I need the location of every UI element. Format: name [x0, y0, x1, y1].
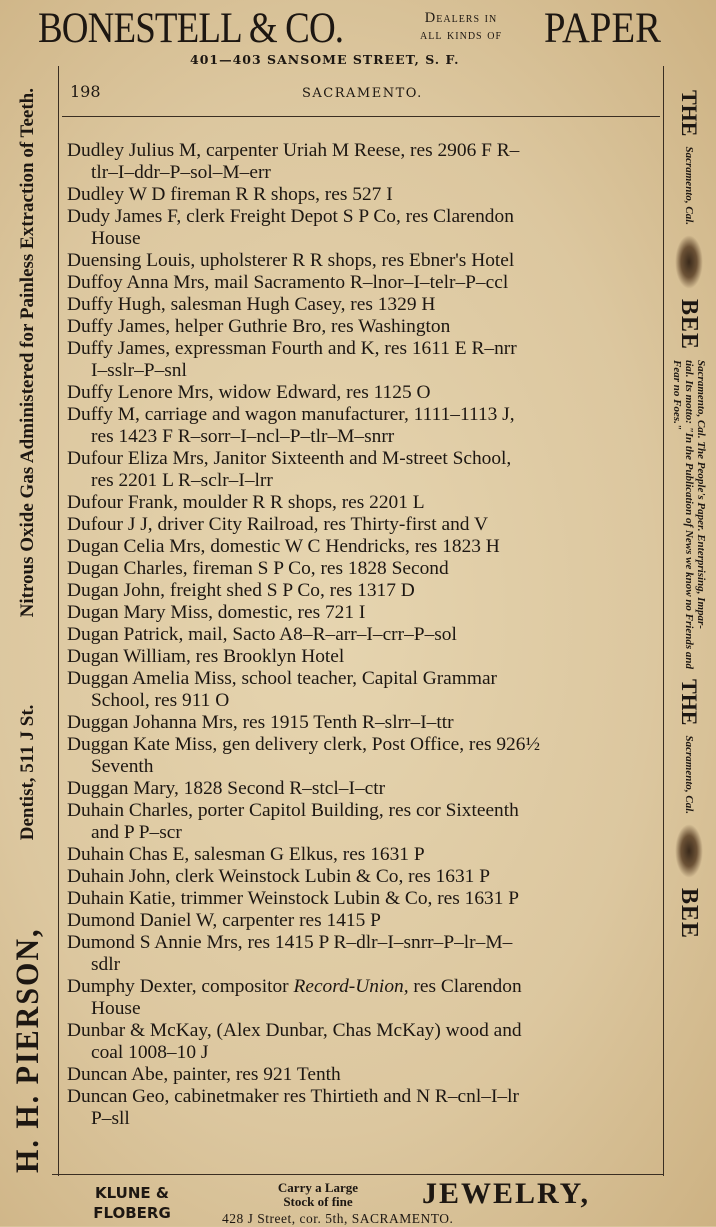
bee-ad-the-1: THE: [677, 90, 702, 137]
page-header: [70, 82, 660, 108]
bee-illustration-icon: [675, 824, 703, 878]
jeweler-firm: [52, 1183, 212, 1223]
left-margin-advertisement: [6, 88, 50, 1173]
jeweler-firm-line2: FLOBERG: [93, 1204, 171, 1222]
directory-entry: [60, 404, 662, 448]
bottom-advertisement: [52, 1174, 664, 1227]
entry-line-1: Dunbar & McKay, (Alex Dunbar, Chas McKay) wood and: [67, 1020, 522, 1041]
entry-line-2: P–sll: [91, 1108, 130, 1129]
entry-line-1: Dufour Frank, moulder R R shops, res 2201 L: [67, 492, 425, 513]
entry-line-2: House: [91, 228, 141, 249]
entry-line-2: tlr–I–ddr–P–sol–M–err: [91, 162, 271, 183]
directory-entry: [60, 382, 662, 404]
dentist-name: H. H. PIERSON,: [9, 927, 46, 1173]
jeweler-firm-line1: KLUNE &: [95, 1184, 169, 1202]
directory-entry: [60, 250, 662, 272]
directory-entry: [60, 580, 662, 602]
bee-ad-the-2: THE: [677, 679, 702, 726]
directory-entry: [60, 844, 662, 866]
entry-line-1: [67, 976, 662, 998]
entry-line-2: coal 1008–10 J: [91, 1042, 209, 1063]
entry-line-1: Dufour Eliza Mrs, Janitor Sixteenth and M-street School,: [67, 448, 512, 469]
entry-line-1: Duggan Mary, 1828 Second R–stcl–I–ctr: [67, 778, 386, 799]
directory-entry: [60, 602, 662, 624]
directory-entry: [60, 1086, 662, 1130]
directory-entry: [60, 536, 662, 558]
directory-entry: [60, 910, 662, 932]
entry-line-2: res 1423 F R–sorr–I–ncl–P–tlr–M–snrr: [91, 426, 395, 447]
entry-line-2: res 2201 L R–sclr–I–lrr: [91, 470, 273, 491]
bee-ad-motto-line1: Sacramento, Cal. The People's Paper. Enterprising, Impar-: [695, 360, 707, 629]
entry-line-1: Dugan Charles, fireman S P Co, res 1828 Second: [67, 558, 449, 579]
entry-line-1: Dumond S Annie Mrs, res 1415 P R–dlr–I–snrr–P–lr–M–: [67, 932, 513, 953]
bee-ad-bee-1: BEE: [676, 299, 703, 351]
entry-line-1-start: Dumphy Dexter, compositor: [67, 976, 294, 997]
entry-line-1: Duffy M, carriage and wagon manufacturer, 1111–1113 J,: [67, 404, 515, 425]
entry-line-1: Duffy Hugh, salesman Hugh Casey, res 1329 H: [67, 294, 436, 315]
entry-line-1: Duffoy Anna Mrs, mail Sacramento R–lnor–I–telr–P–ccl: [67, 272, 509, 293]
directory-entry: [60, 712, 662, 734]
entry-line-1: Dudley W D fireman R R shops, res 527 I: [67, 184, 393, 205]
entry-line-1: Dufour J J, driver City Railroad, res Thirty-first and V: [67, 514, 488, 535]
jeweler-product: JEWELRY,: [422, 1177, 591, 1210]
bee-ad-motto-line2: tial. Its motto: "In the Publication of News we know no Friends and: [683, 360, 695, 670]
entry-line-1: Duffy James, helper Guthrie Bro, res Washington: [67, 316, 451, 337]
entry-line-1: Duensing Louis, upholsterer R R shops, res Ebner's Hotel: [67, 250, 515, 271]
directory-entry: [60, 206, 662, 250]
entry-line-2: I–sslr–P–snl: [91, 360, 187, 381]
directory-entry: [60, 448, 662, 492]
dentist-service: Nitrous Oxide Gas Administered for Painless Extraction of Teeth.: [17, 88, 38, 618]
directory-entry: [60, 316, 662, 338]
directory-entry: [60, 646, 662, 668]
entry-line-1: Duggan Amelia Miss, school teacher, Capital Grammar: [67, 668, 498, 689]
dentist-address: Dentist, 511 J St.: [17, 704, 38, 841]
entry-line-1-end: res Clarendon: [408, 976, 522, 997]
ad-address: 401—403 SANSOME STREET, S. F.: [190, 52, 460, 67]
entry-line-1: Dugan John, freight shed S P Co, res 1317 D: [67, 580, 415, 601]
entry-line-1: Dudy James F, clerk Freight Depot S P Co, res Clarendon: [67, 206, 514, 227]
ad-firm-name: BONESTELL & CO.: [38, 5, 344, 52]
entry-line-1: Duffy Lenore Mrs, widow Edward, res 1125 O: [67, 382, 431, 403]
entry-line-1: Duhain Chas E, salesman G Elkus, res 1631 P: [67, 844, 425, 865]
bee-ad-motto-line3: Fear no Foes.": [671, 360, 683, 431]
ad-dealers-text: [386, 10, 536, 44]
jeweler-stock-line1: Carry a Large: [277, 1180, 359, 1195]
directory-entry: [60, 514, 662, 536]
entry-line-1: Duhain Katie, trimmer Weinstock Lubin & Co, res 1631 P: [67, 888, 520, 909]
directory-entry: [60, 1020, 662, 1064]
directory-entry: [60, 294, 662, 316]
entry-line-1: Dumond Daniel W, carpenter res 1415 P: [67, 910, 381, 931]
directory-entry: [60, 1064, 662, 1086]
entry-line-2: School, res 911 O: [91, 690, 230, 711]
entry-line-1: Dugan William, res Brooklyn Hotel: [67, 646, 345, 667]
top-advertisement: [30, 4, 690, 66]
directory-entry: [60, 976, 662, 1020]
entry-line-2: and P P–scr: [91, 822, 182, 843]
entry-line-1: Duffy James, expressman Fourth and K, res 1611 E R–nrr: [67, 338, 517, 359]
directory-entry: [60, 184, 662, 206]
jeweler-stock-line2: Stock of fine: [283, 1194, 353, 1209]
entry-line-2: House: [91, 998, 141, 1019]
entry-line-1: Duncan Geo, cabinetmaker res Thirtieth and N R–cnl–I–lr: [67, 1086, 519, 1107]
entry-line-1: Duhain John, clerk Weinstock Lubin & Co, res 1631 P: [67, 866, 491, 887]
entry-line-1: Dugan Celia Mrs, domestic W C Hendricks, res 1823 H: [67, 536, 500, 557]
directory-entries: [60, 140, 662, 1130]
ad-dealers-line1: Dealers in: [424, 10, 498, 26]
entry-line-1: Duhain Charles, porter Capitol Building, res cor Sixteenth: [67, 800, 519, 821]
bee-ad-place-2: Sacramento, Cal.: [683, 735, 695, 815]
entry-line-1: Duggan Johanna Mrs, res 1915 Tenth R–slrr–I–ttr: [67, 712, 454, 733]
directory-entry: [60, 140, 662, 184]
directory-entry: [60, 932, 662, 976]
bee-illustration-icon: [675, 235, 703, 289]
directory-entry: [60, 734, 662, 778]
right-margin-advertisement: [664, 90, 714, 1175]
directory-entry: [60, 492, 662, 514]
entry-line-2: Seventh: [91, 756, 154, 777]
directory-entry: [60, 624, 662, 646]
bee-ad-motto: [671, 360, 707, 669]
entry-line-1: Duggan Kate Miss, gen delivery clerk, Post Office, res 926½: [67, 734, 540, 755]
entry-newspaper-name: Record-Union,: [293, 976, 409, 997]
directory-entry: [60, 272, 662, 294]
entry-line-1: Dudley Julius M, carpenter Uriah M Reese, res 2906 F R–: [67, 140, 520, 161]
directory-entry: [60, 668, 662, 712]
ad-dealers-line2: all kinds of: [419, 27, 503, 43]
entry-line-2: sdlr: [91, 954, 121, 975]
header-divider: [62, 116, 660, 117]
directory-entry: [60, 338, 662, 382]
directory-entry: [60, 558, 662, 580]
bee-ad-bee-2: BEE: [676, 888, 703, 940]
jeweler-address: 428 J Street, cor. 5th, SACRAMENTO.: [222, 1211, 454, 1226]
jeweler-stock-text: [216, 1181, 420, 1209]
entry-line-1: Dugan Mary Miss, domestic, res 721 I: [67, 602, 366, 623]
directory-entry: [60, 800, 662, 844]
bee-ad-place-1: Sacramento, Cal.: [683, 146, 695, 226]
ad-product-name: PAPER: [544, 5, 661, 52]
directory-entry: [60, 888, 662, 910]
page-number: 198: [70, 82, 101, 101]
entry-line-1: Duncan Abe, painter, res 921 Tenth: [67, 1064, 341, 1085]
directory-entry: [60, 778, 662, 800]
page-city: SACRAMENTO.: [302, 86, 423, 101]
directory-entry: [60, 866, 662, 888]
entry-line-1: Dugan Patrick, mail, Sacto A8–R–arr–I–crr–P–sol: [67, 624, 457, 645]
